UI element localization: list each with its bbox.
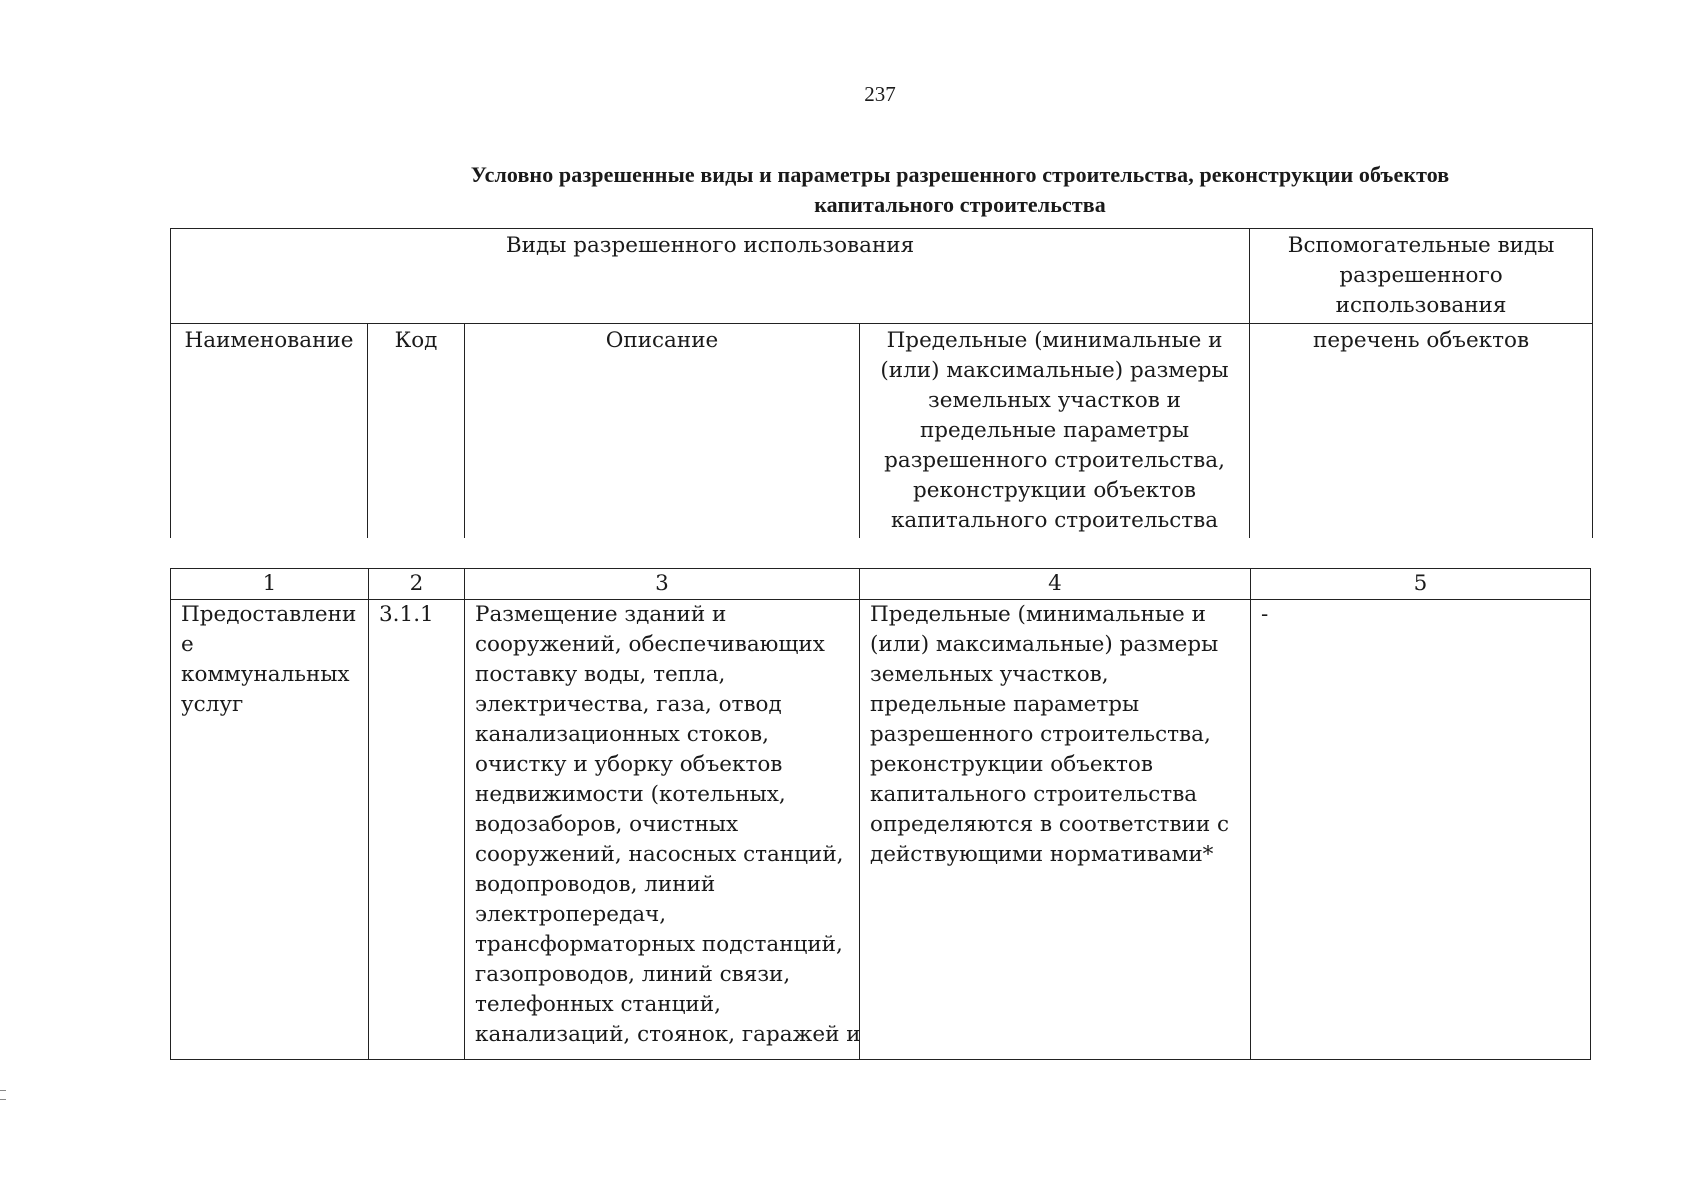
cell-description: Размещение зданий и сооружений, обеспечивающих поставку воды, тепла, электричества, газа, отвод канализационных стоков, очистку и уборку объектов недвижимости (котельных, водозаборов, очистных сооружений, насосных станций, водопроводов, линий электропередач, трансформаторных подстанций, газопроводов, линий связи, телефонных станций, канализаций, стоянок, гаражей и	[465, 600, 860, 1060]
page-number: 237	[864, 82, 896, 106]
header-col-description: Описание	[465, 324, 860, 539]
column-number: 2	[369, 569, 465, 600]
header-col-name: Наименование	[171, 324, 368, 539]
cell-aux: -	[1251, 600, 1591, 1060]
header-table	[170, 228, 1593, 538]
header-col-aux: перечень объектов	[1250, 324, 1593, 539]
column-number-row	[171, 569, 1591, 600]
scan-margin-mark	[0, 1090, 6, 1100]
column-number: 4	[860, 569, 1251, 600]
cell-limits: Предельные (минимальные и (или) максимальные) размеры земельных участков, предельные параметры разрешенного строительства, реконструкции объектов капитального строительства определяются в соответствии с действующими нормативами*	[860, 600, 1251, 1060]
table-row	[171, 600, 1591, 1060]
title-line-2: капитального строительства	[814, 192, 1106, 217]
header-col-limits: Предельные (минимальные и (или) максимальные) размеры земельных участков и предельные параметры разрешенного строительства, реконструкции объектов капитального строительства	[860, 324, 1250, 539]
column-number: 1	[171, 569, 369, 600]
cell-code: 3.1.1	[369, 600, 465, 1060]
header-col-code: Код	[368, 324, 465, 539]
title-line-1: Условно разрешенные виды и параметры разрешенного строительства, реконструкции объектов	[470, 162, 1450, 187]
header-main-group: Виды разрешенного использования	[171, 229, 1250, 324]
data-table	[170, 568, 1591, 1060]
column-number: 3	[465, 569, 860, 600]
header-aux-group: Вспомогательные виды разрешенного использования	[1250, 229, 1593, 324]
cell-name: Предоставлени е коммунальных услуг	[171, 600, 369, 1060]
document-title	[280, 160, 1640, 220]
column-number: 5	[1251, 569, 1591, 600]
